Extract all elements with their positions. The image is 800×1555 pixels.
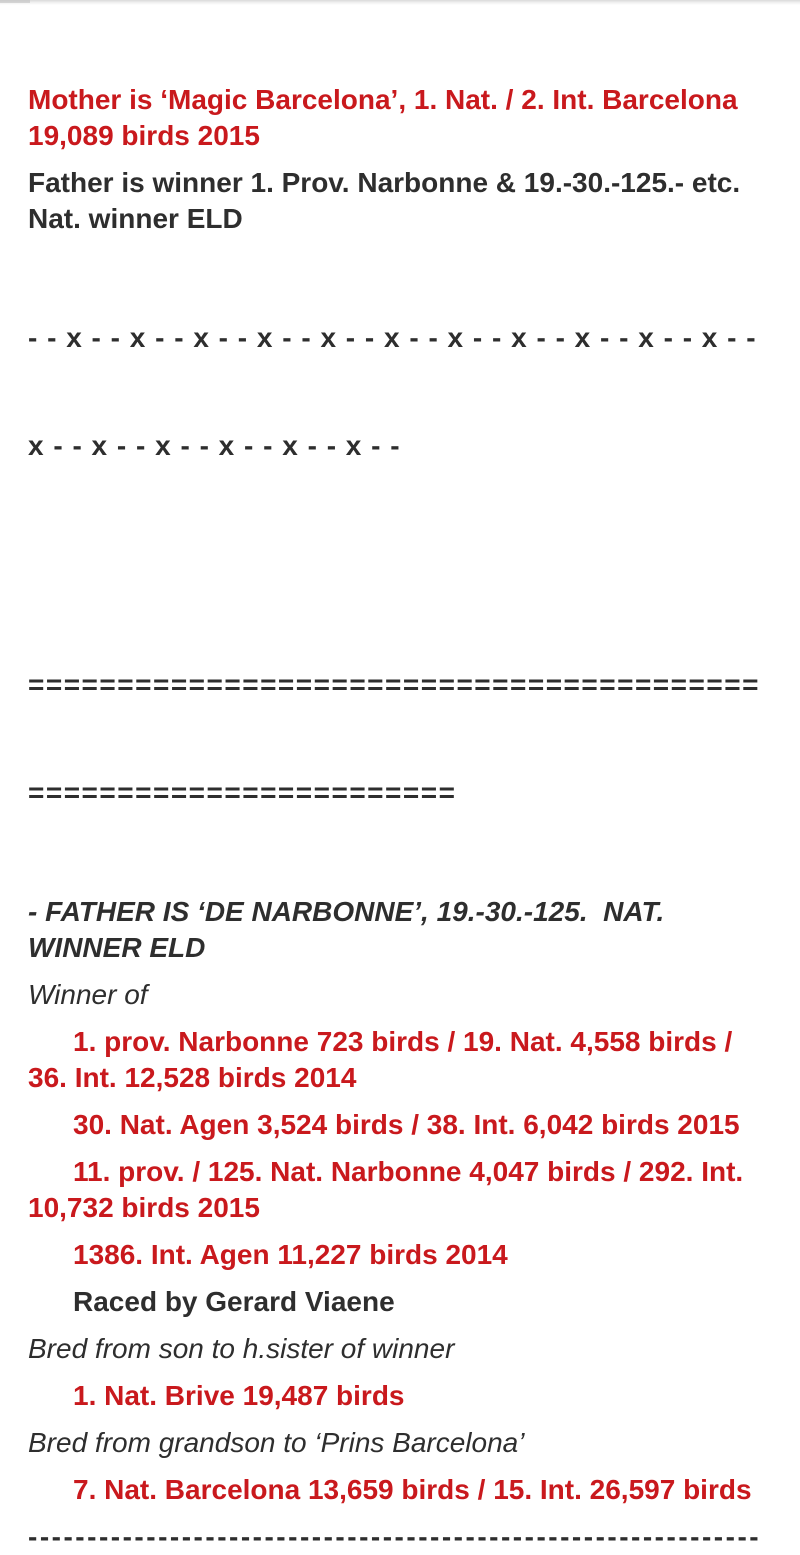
top-edge-shadow [0,0,800,5]
result-line-narbonne-2015: 11. prov. / 125. Nat. Narbonne 4,047 birds / 292. Int. 10,732 birds 2015 [28,1156,751,1223]
equals-separator-line1: ========================================= [28,669,760,700]
winner-of-label: Winner of [28,979,148,1010]
equals-separator-line2: ======================== [28,777,457,808]
brive-result-line: 1. Nat. Brive 19,487 birds [73,1380,405,1411]
x-separator-line2: x - - x - - x - - x - - x - - x - - [28,430,401,461]
barcelona-result-line: 7. Nat. Barcelona 13,659 birds / 15. Int. 26,597 birds [73,1474,752,1505]
bred-son-label: Bred from son to h.sister of winner [28,1333,455,1364]
father-heading: - FATHER IS ‘DE NARBONNE’, 19.-30.-125. NAT. WINNER ELD [28,896,673,963]
equals-separator [28,595,772,883]
dash-separator: -------------------------------------------------------------- [28,1521,762,1552]
raced-by-line: Raced by Gerard Viaene [73,1286,395,1317]
mother-line: Mother is ‘Magic Barcelona’, 1. Nat. / 2. Int. Barcelona 19,089 birds 2015 [28,84,746,151]
x-separator-line1: - - x - - x - - x - - x - - x - - x - - x - - x - - x - - x - - x - - [28,322,757,353]
result-line-agen-2014: 1386. Int. Agen 11,227 birds 2014 [73,1239,508,1270]
bred-grandson-label: Bred from grandson to ‘Prins Barcelona’ [28,1427,525,1458]
father-line: Father is winner 1. Prov. Narbonne & 19.-30.-125.- etc. Nat. winner ELD [28,167,748,234]
x-separator [28,248,772,536]
pedigree-text-page [0,5,800,1555]
result-line-narbonne: 1. prov. Narbonne 723 birds / 19. Nat. 4,558 birds / 36. Int. 12,528 birds 2014 [28,1026,741,1093]
result-line-agen-2015: 30. Nat. Agen 3,524 birds / 38. Int. 6,042 birds 2015 [73,1109,740,1140]
